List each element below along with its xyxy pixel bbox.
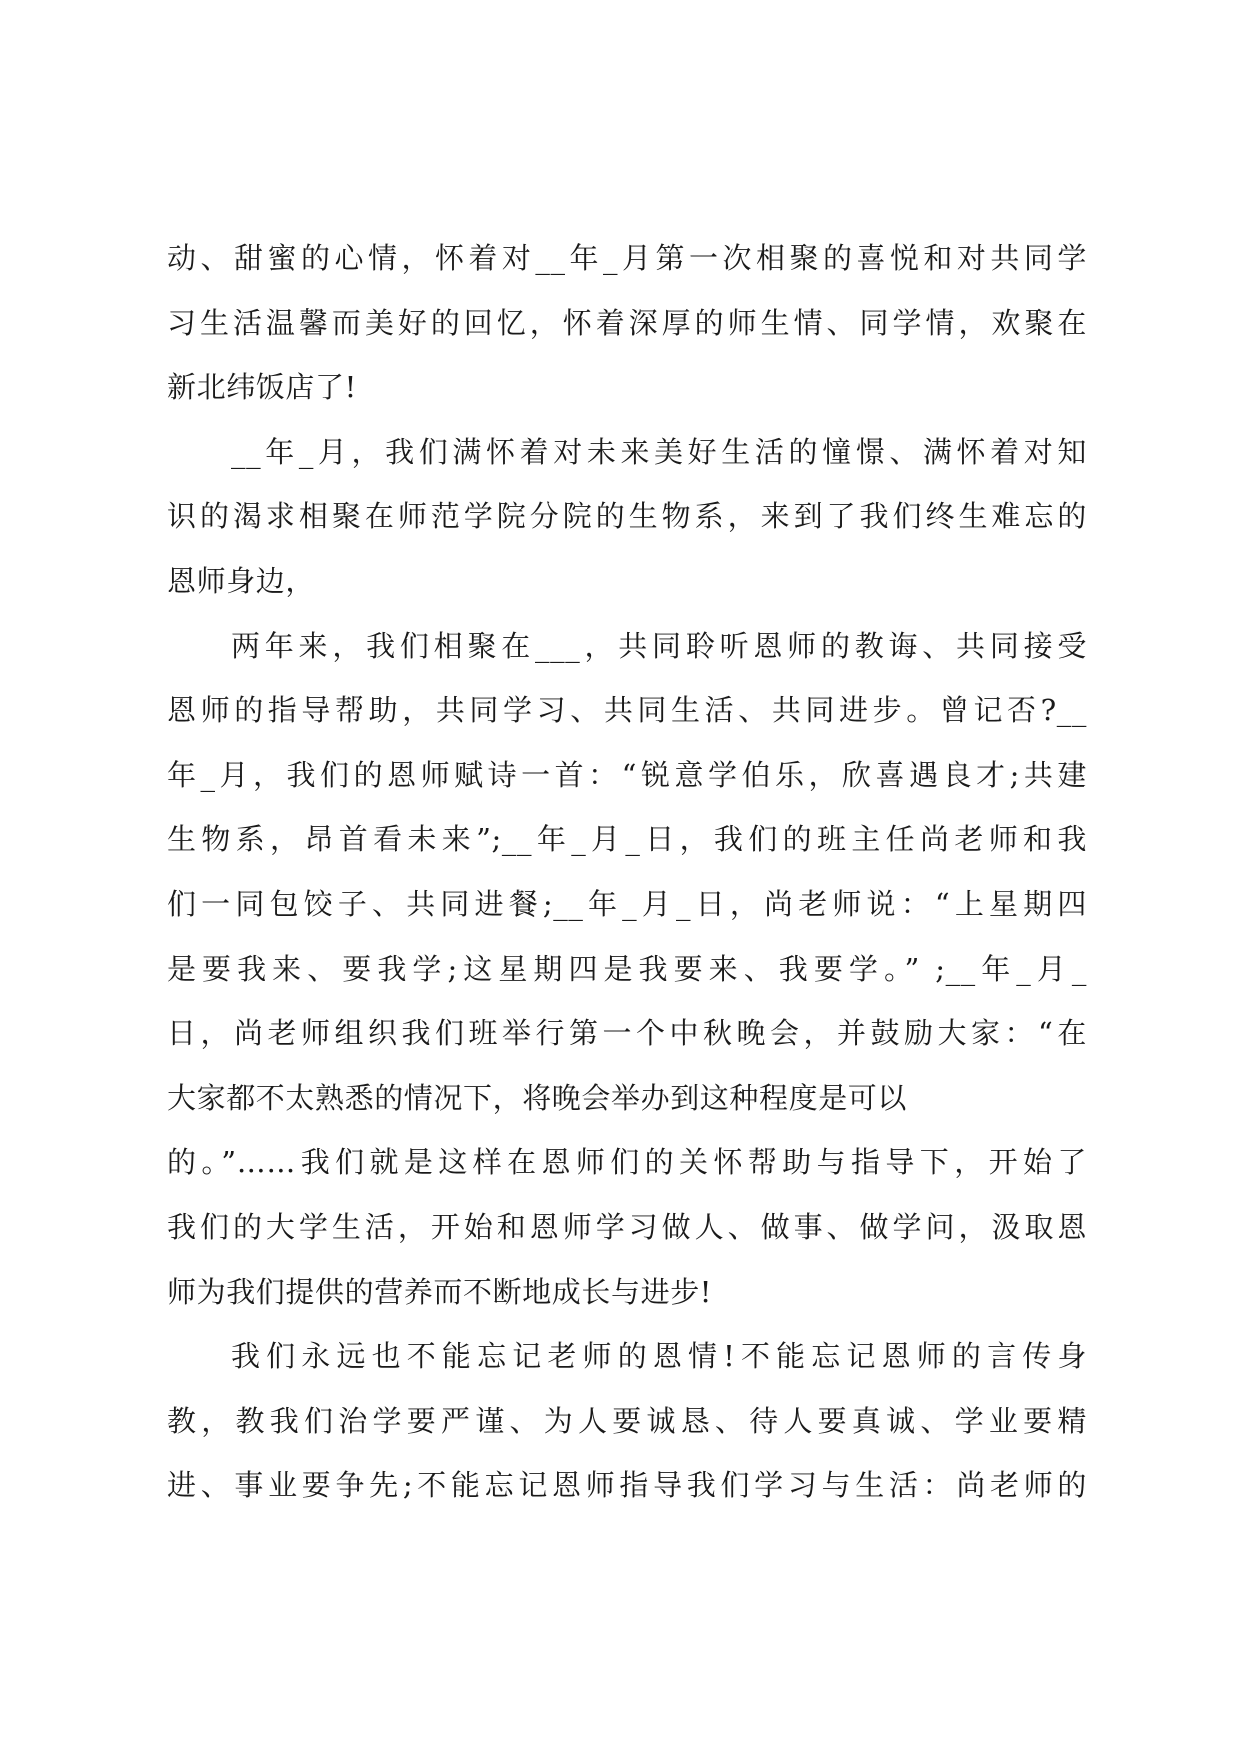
text-line: 识的渴求相聚在师范学院分院的生物系，来到了我们终生难忘的 bbox=[167, 499, 1087, 534]
text-line: 恩师身边， bbox=[167, 563, 316, 598]
text-line: 生物系，昂首看未来”;__年_月_日，我们的班主任尚老师和我 bbox=[167, 822, 1087, 857]
text-line: 大家都不太熟悉的情况下，将晚会举办到这种程度是可以 bbox=[167, 1080, 908, 1115]
text-line: 教，教我们治学要严谨、为人要诚恳、待人要真诚、学业要精 bbox=[167, 1403, 1087, 1438]
text-line: 我们的大学生活，开始和恩师学习做人、做事、做学问，汲取恩 bbox=[167, 1209, 1087, 1244]
text-line: 我们永远也不能忘记老师的恩情!不能忘记恩师的言传身 bbox=[231, 1339, 1087, 1374]
text-line: 的。”……我们就是这样在恩师们的关怀帮助与指导下，开始了 bbox=[167, 1145, 1087, 1180]
text-line: 动、甜蜜的心情，怀着对__年_月第一次相聚的喜悦和对共同学 bbox=[167, 241, 1087, 275]
text-line: 恩师的指导帮助，共同学习、共同生活、共同进步。曾记否?__ bbox=[167, 693, 1087, 728]
text-line: 新北纬饭店了! bbox=[167, 370, 357, 405]
text-line: __年_月，我们满怀着对未来美好生活的憧憬、满怀着对知 bbox=[231, 434, 1087, 469]
body-text bbox=[167, 226, 1087, 1518]
text-line: 年_月，我们的恩师赋诗一首：“锐意学伯乐，欣喜遇良才;共建 bbox=[167, 757, 1087, 792]
text-line: 日，尚老师组织我们班举行第一个中秋晚会，并鼓励大家：“在 bbox=[167, 1016, 1087, 1051]
text-line: 师为我们提供的营养而不断地成长与进步! bbox=[167, 1274, 713, 1309]
text-line: 是要我来、要我学;这星期四是我要来、我要学。” ;__年_月_ bbox=[167, 951, 1087, 986]
text-line: 进、事业要争先;不能忘记恩师指导我们学习与生活：尚老师的 bbox=[167, 1468, 1087, 1503]
text-line: 两年来，我们相聚在___，共同聆听恩师的教诲、共同接受 bbox=[231, 628, 1087, 663]
text-line: 们一同包饺子、共同进餐;__年_月_日，尚老师说：“上星期四 bbox=[167, 886, 1087, 921]
text-line: 习生活温馨而美好的回忆，怀着深厚的师生情、同学情，欢聚在 bbox=[167, 305, 1087, 340]
